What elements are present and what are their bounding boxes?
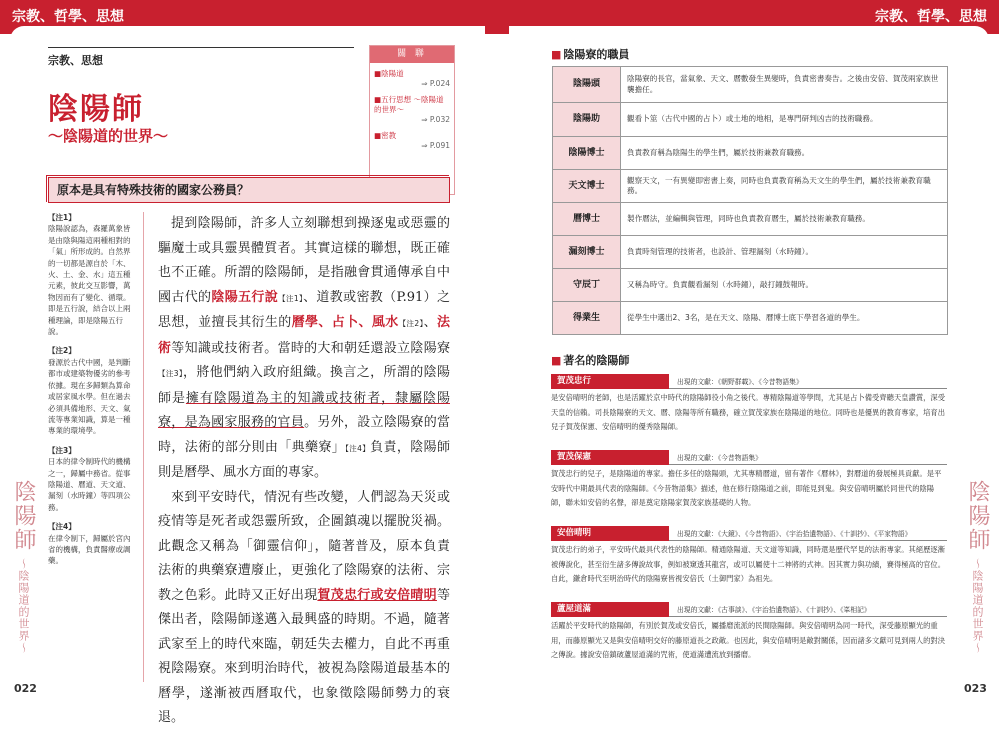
term-highlight: 賀茂忠行或安倍晴明 (317, 587, 437, 603)
table-row (553, 137, 948, 170)
famous-entry (551, 450, 947, 511)
table-row (553, 236, 948, 269)
row-key: 陰陽頭 (553, 67, 621, 103)
entry-body: 賀茂忠行的弟子，平安時代最具代表性的陰陽師。精通陰陽道、天文道等知識，同時還是歷代罕見的法術專家。其絕歷逐漸被傳說化，甚至衍生諸多傳說故事，例如被窺透其龍宮，或可以屬使十二神將的式神。因其實力與功績，賽得極高的官位。自此，鎌倉時代至明治時代的陰陽寮皆視安倍氏（土御門家）為祖先。 (551, 545, 946, 583)
row-key: 陰陽助 (553, 103, 621, 137)
right-category-tab: 宗教、哲學、思想 (863, 0, 999, 34)
related-item-label: ■五行思想 ～陰陽道的世界～ (374, 95, 444, 114)
related-item-page: ⇒ P.032 (421, 115, 450, 124)
famous-heading: ■ 著名的陰陽師 (551, 352, 629, 368)
main-body (158, 212, 450, 731)
entry-name: 蘆屋道滿 (551, 602, 669, 617)
section-rule (48, 47, 354, 48)
row-value: 觀察天文，一有異變即密書上奏，同時也負責教育稱為天文生的學生們，屬於技術兼教育職務。 (621, 170, 948, 203)
table-row (553, 269, 948, 302)
row-key: 守辰丁 (553, 269, 621, 302)
left-side-title: 陰陽師～陰陽道的世界～ (11, 480, 36, 654)
row-value: 從學生中選出2、3名，是在天文、陰陽、曆博士底下學習各道的學生。 (621, 302, 948, 335)
table-row (553, 103, 948, 137)
note-text: 陰陽說認為，森羅萬象皆是由陰與陽這兩種相對的「氣」所形成的。自然界的一切都是源自於「木、火、土、金、水」這五種元素，彼此交互影響，萬物因而有了變化、循環。即是五行說，結合以上兩種理論，即是陰陽五行說。 (48, 224, 131, 337)
note-heading: 【注1】 (48, 213, 76, 222)
row-key: 天文博士 (553, 170, 621, 203)
page-number-right: 023 (964, 682, 987, 695)
note-text: 發源於古代中國，是判斷都市或建築物優劣的參考依據。現在多歸類為算命或居家風水學。但在過去必須具備地形、天文、氣流等專業知識，算是一種專業的環境學。 (48, 357, 131, 436)
related-item[interactable] (370, 69, 454, 89)
term-highlight: 陰陽五行說 (211, 289, 279, 305)
row-key: 陰陽博士 (553, 137, 621, 170)
row-value: 負責教育稱為陰陽生的學生們，屬於技術兼教育職務。 (621, 137, 948, 170)
related-item-page: ⇒ P.091 (421, 141, 450, 150)
underlined-text: 擁有陰陽道為主的知識或技術者，隸屬陰陽寮，是為國家服務的官員 (158, 390, 450, 430)
row-value: 又稱為時守。負責觀看漏刻（水時鐘），敲打鐘鼓報時。 (621, 269, 948, 302)
body-paragraph: 提到陰陽師，許多人立刻聯想到操逐鬼或惡靈的驅魔士或具靈異體質者。其實這樣的聯想，既正確也不正確。所謂的陰陽師，是指融會貫通傳承自中國古代的陰陽五行說【注1】、道教或密教（P.91）之思想，並擅長其衍生的曆學、占卜、風水【注2】、法術等知識或技術者。當時的大和朝廷還設立陰陽寮【注3】，將他們納入政府組織。換言之，所謂的陰陽師是擁有陰陽道為主的知識或技術者，隸屬陰陽寮，是為國家服務的官員。另外，設立陰陽寮的當時，法術的部分則由「典藥寮」【注4】負責，陰陽師則是曆學、風水方面的專家。 (158, 216, 450, 480)
related-item-page: ⇒ P.024 (421, 79, 450, 88)
related-item[interactable] (370, 131, 454, 151)
row-key: 得業生 (553, 302, 621, 335)
table-row (553, 302, 948, 335)
entry-name: 賀茂保憲 (551, 450, 669, 465)
related-item-label: ■陰陽道 (374, 69, 404, 78)
entry-name: 賀茂忠行 (551, 374, 669, 389)
row-key: 曆博士 (553, 203, 621, 236)
note-text: 日本的律令制時代的機構之一，歸屬中務省。從事陰陽道、曆道、天文道、漏刻（水時鐘）等四項公務。 (48, 457, 131, 512)
entry-sources: 出現的文獻：《今昔物語集》 (677, 454, 762, 462)
footnotes-column (48, 212, 136, 567)
entry-sources: 出現的文獻：《大鏡》、《今昔物語》、《宇治拾遺物語》、《十訓抄》、《平家物語》 (677, 530, 912, 538)
table-row (553, 170, 948, 203)
row-key: 漏刻博士 (553, 236, 621, 269)
page-subtitle: ～陰陽道的世界～ (48, 127, 169, 145)
related-item-label: ■密教 (374, 131, 397, 140)
entry-body: 是安倍晴明的老師，也是活躍於京中時代的陰陽師役小角之後代。專精陰陽道等學問，尤其是占卜備受齊聽天皇讚賞，深受天皇的信賴。司長陰陽寮的天文、曆、陰陽等所有職務，確立賀茂家族在陰陽道的地位。同時也是優異的教育專家，培育出兒子賀茂保憲、安倍晴明的優秀陰陽師。 (551, 393, 946, 431)
entry-body: 活躍於平安時代的陰陽師，有別於賀茂或安倍氏，屬播磨流派的民間陰陽師。與安倍晴明為同一時代，深受藤原顯光的重用，而藤原顯光又是與安倍晴明交好的藤原道長之政敵。也因此，與安倍晴明是敵對關係，因而諸多文獻可見到兩人的對決之傳說。據說安倍鎮破蘆屋道滿的咒術，使道滿遭流放到播磨。 (551, 621, 946, 659)
page-title: 陰陽師 (48, 92, 144, 127)
famous-entry (551, 374, 947, 435)
note-heading: 【注4】 (48, 522, 76, 532)
related-header: 關 聯 (370, 46, 454, 63)
related-item[interactable] (370, 95, 454, 125)
entry-body: 賀茂忠行的兒子，是陰陽道的專家。擔任多任的陰陽頭，尤其專精曆道，留有著作《曆林》，對曆道的發展極具貢獻。是平安時代中期最具代表的陰陽師。《今昔物語集》描述，他在修行陰陽道之前，即能見到鬼。與安倍晴明屬於同世代的陰陽師，聯未如安倍的名聲，卻是奠定陰陽家賀茂家族基礎的人物。 (551, 469, 942, 507)
left-category-tab: 宗教、哲學、思想 (0, 0, 136, 34)
term-highlight: 法術 (158, 315, 450, 356)
row-value: 製作曆法，並編輯與管理，同時也負責教育曆生，屬於技術兼教育職務。 (621, 203, 948, 236)
question-heading: 原本是具有特殊技術的國家公務員？ (48, 177, 450, 203)
related-box (369, 45, 455, 195)
note-heading: 【注3】 (48, 445, 76, 455)
term-highlight: 曆學、占卜、風水 (291, 315, 399, 330)
entry-sources: 出現的文獻：《古事談》、《宇治拾遺物語》、《十訓抄》、《峯相記》 (677, 606, 871, 614)
note-heading: 【注2】 (48, 346, 76, 356)
column-divider (143, 212, 144, 682)
officials-heading: ■ 陰陽寮的職員 (551, 46, 629, 62)
table-row (553, 203, 948, 236)
page-number-left: 022 (14, 682, 37, 695)
row-value: 觀看卜筮（古代中國的占卜）或土地的地相，是專門研判凶吉的技術職務。 (621, 103, 948, 137)
famous-entry (551, 526, 947, 587)
famous-entry (551, 602, 947, 663)
table-row (553, 67, 948, 103)
body-paragraph: 來到平安時代，情況有些改變，人們認為天災或疫情等是死者或怨靈所致，企圖鎮魂以擺脫災禍。此觀念又稱為「御靈信仰」，隨著普及，原本負責法術的典藥寮遭廢止，更強化了陰陽寮的法術、宗教之色彩。此時又正好出現賀茂忠行或安倍晴明等傑出者，陰陽師遂邁入最興盛的時期。不過，隨著武家至上的時代來臨，朝廷失去權力，自此不再重視陰陽寮。來到明治時代，被視為陰陽道最基本的曆學，遂漸被西曆取代，也象徵陰陽師勢力的衰退。 (158, 489, 450, 725)
note-text: 在律令制下，歸屬於宮內省的機構，負責醫療或調藥。 (48, 533, 131, 566)
row-value: 陰陽寮的長官，當氣象、天文、曆數發生異變時，負責密書奏告。之後由安倍、賀茂兩家族世襲擔任。 (621, 67, 948, 103)
entry-sources: 出現的文獻：《朝野群載》、《今昔物語集》 (677, 378, 803, 386)
section-label: 宗教、思想 (48, 54, 103, 67)
officials-table (552, 66, 948, 335)
right-side-title: 陰陽師～陰陽道的世界～ (965, 480, 990, 654)
entry-name: 安倍晴明 (551, 526, 669, 541)
row-value: 負責時刻管理的技術者，也設計、管理漏刻（水時鐘）。 (621, 236, 948, 269)
